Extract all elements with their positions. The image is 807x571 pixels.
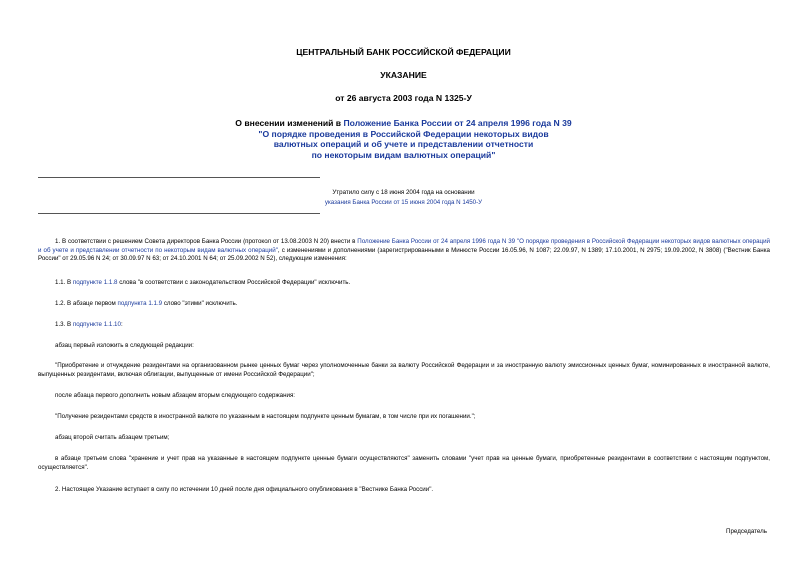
document-title	[0, 118, 807, 160]
document-date-number: от 26 августа 2003 года N 1325-У	[335, 93, 472, 103]
paragraph-1-text-end: , с изменениями и дополнениями (зарегистрированными в Минюсте России 16.05.96, N 1087; 22.09.97, N 1389; 17.10.2001, N 2975; 19.09.2002, N 3808) ("Вестник Банка России" от 29.05.96 N 24; от 30.09.97 N 63; от 24.10.2001 N 64; от 25.09.2002 N 52), следующие изменения:	[38, 246, 771, 263]
bottom-divider	[38, 213, 320, 214]
paragraph-1-3-start: 1.3. В	[55, 321, 73, 328]
paragraph-quote-receipt: "Получение резидентами средств в иностранной валюте по указанным в настоящем подпункте ценным бумагам, в том числе при их погашении.";	[55, 413, 476, 420]
paragraph-2: 2. Настоящее Указание вступает в силу по истечении 10 дней после дня официального опубликования в "Вестнике Банка России".	[55, 486, 434, 493]
subpoint-1-1-8-link[interactable]: подпункте 1.1.8	[72, 279, 118, 286]
paragraph-1-2-start: 1.2. В абзаце первом	[55, 300, 118, 307]
paragraph-first-abzac: абзац первый изложить в следующей редакции:	[55, 342, 194, 349]
paragraph-1-1-end: слова "в соответствии с законодательством Российской Федерации" исключить.	[117, 279, 351, 286]
title-regulation-link[interactable]: Положение Банка России от 24 апреля 1996 года N 39	[343, 118, 572, 128]
top-divider	[38, 177, 320, 178]
paragraph-1-2-end: слово "этими" исключить.	[162, 300, 238, 307]
title-prefix: О внесении изменений в	[235, 118, 344, 128]
paragraph-1-text-start: 1. В соответствии с решением Совета директоров Банка России (протокол от 13.08.2003 N 20) внести в	[55, 238, 358, 245]
subpoint-1-1-9-link[interactable]: подпункта 1.1.9	[117, 300, 163, 307]
paragraph-1-regulation-link[interactable]: Положение Банка России от 24 апреля 1996 года N 39 "О порядке проведения в Российской Федерации некоторых видов валютных операций и об учете и представлении отчетности по некоторым видам валютных операций"	[38, 238, 770, 254]
paragraph-1-3-end: :	[120, 321, 123, 328]
title-line-1	[0, 118, 807, 129]
paragraph-1-1	[38, 279, 770, 288]
title-line-2[interactable]: "О порядке проведения в Российской Федерации некоторых видов	[258, 128, 549, 139]
organization-heading: ЦЕНТРАЛЬНЫЙ БАНК РОССИЙСКОЙ ФЕДЕРАЦИИ	[296, 47, 511, 57]
title-line-3[interactable]: валютных операций и об учете и представлении отчетности	[273, 139, 534, 149]
paragraph-1-2	[38, 300, 770, 309]
subpoint-1-1-10-link[interactable]: подпункте 1.1.10	[72, 321, 121, 328]
validity-note: Утратило силу с 18 июня 2004 года на основании	[332, 189, 475, 196]
signature-title: Председатель	[726, 528, 767, 535]
title-line-4[interactable]: по некоторым видам валютных операций"	[311, 149, 496, 160]
paragraph-third-abzac: в абзаце третьем слова "хранение и учет прав на указанные в настоящем подпункте ценные бумаги осуществляются" заменить словами "учет прав на ценные бумаги, приобретенные резидентами в соответствии с настоящим подпунктом, осуществляется".	[38, 455, 770, 471]
paragraph-1	[38, 238, 770, 264]
paragraph-1-3	[38, 321, 770, 330]
paragraph-new-abzac: после абзаца первого дополнить новым абзацем вторым следующего содержания:	[55, 392, 296, 399]
paragraph-1-1-start: 1.1. В	[55, 279, 73, 286]
document-type-heading: УКАЗАНИЕ	[380, 70, 427, 80]
validity-note-link[interactable]: указания Банка России от 15 июня 2004 года N 1450-У	[324, 199, 483, 206]
paragraph-quote-acquisition: "Приобретение и отчуждение резидентами на организованном рынке ценных бумаг через уполномоченные банки за валюту Российской Федерации и за иностранную валюту эмиссионных ценных бумаг, номинированных в иностранной валюте, выпущенных резидентами, включая облигации, выпущенные от имени Российской Федерации";	[38, 362, 770, 378]
paragraph-second-abzac: абзац второй считать абзацем третьим;	[55, 434, 170, 441]
